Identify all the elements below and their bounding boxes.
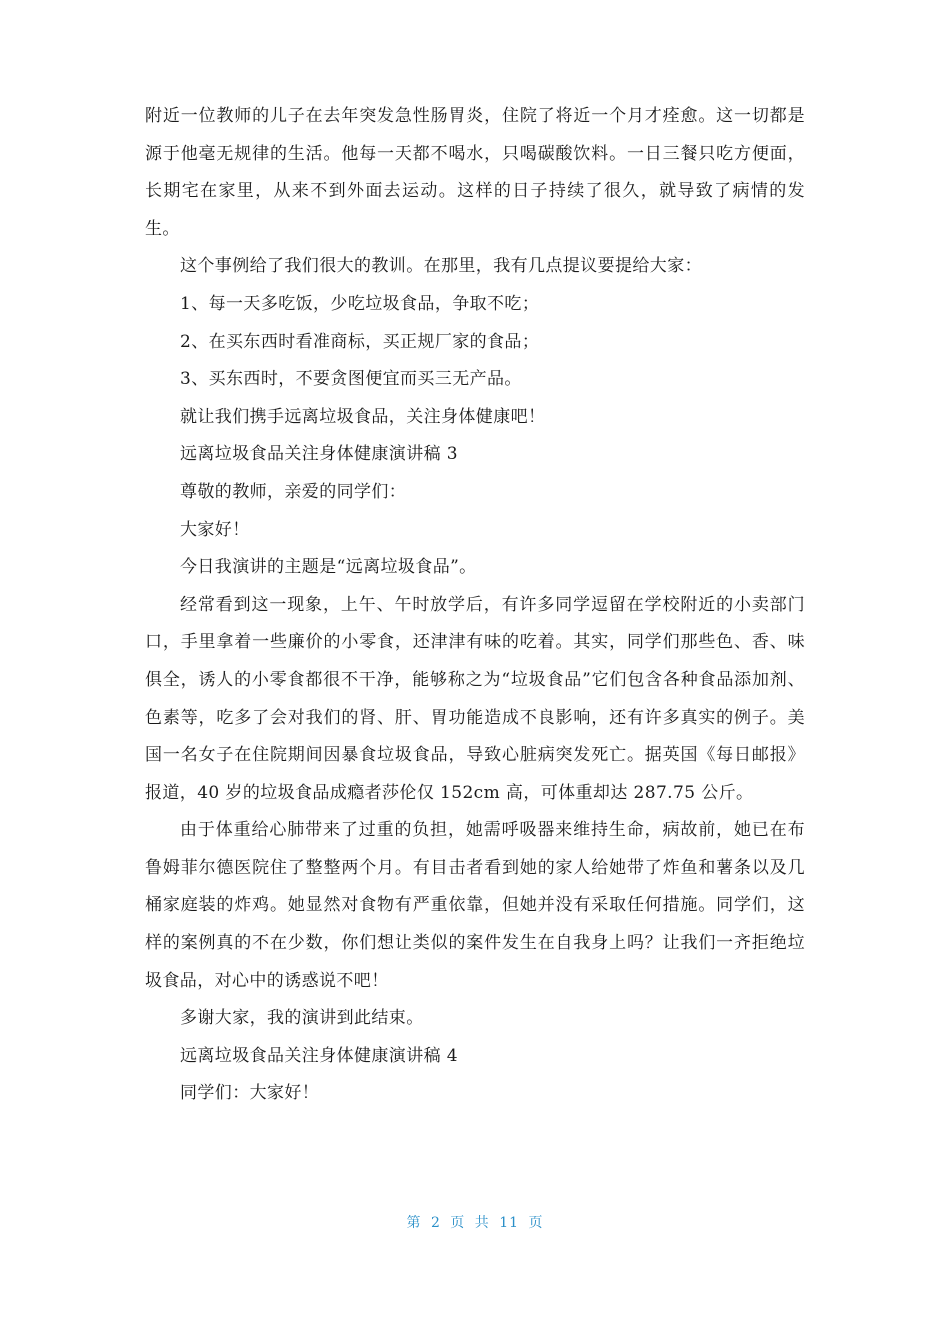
list-item: 2、在买东西时看准商标，买正规厂家的食品； [180, 331, 540, 352]
page-number-footer: 第 2 页 共 11 页 [406, 1215, 544, 1231]
paragraph: 附近一位教师的儿子在去年突发急性肠胃炎，住院了将近一个月才痊愈。这一切都是源于他毫无规律的生活。他每一天都不喝水，只喝碳酸饮料。一日三餐只吃方便面，长期宅在家里，从来不到外面去运动。这样的日子持续了很久，就导致了病情的发生。 [145, 106, 805, 239]
section-heading: 远离垃圾食品关注身体健康演讲稿 4 [180, 1045, 459, 1066]
paragraph: 这个事例给了我们很大的教训。在那里，我有几点提议要提给大家： [180, 256, 702, 277]
paragraph: 就让我们携手远离垃圾食品，关注身体健康吧！ [180, 406, 546, 427]
list-item: 1、每一天多吃饭，少吃垃圾食品，争取不吃； [180, 293, 540, 314]
paragraph: 今日我演讲的主题是“远离垃圾食品”。 [180, 557, 477, 578]
section-heading: 远离垃圾食品关注身体健康演讲稿 3 [180, 444, 459, 465]
greeting: 大家好！ [180, 519, 250, 540]
paragraph: 由于体重给心肺带来了过重的负担，她需呼吸器来维持生命，病故前，她已在布鲁姆菲尔德医院住了整整两个月。有目击者看到她的家人给她带了炸鱼和薯条以及几桶家庭装的炸鸡。她显然对食物有严重依靠，但她并没有采取任何措施。同学们，这样的案例真的不在少数，你们想让类似的案件发生在自我身上吗？让我们一齐拒绝垃圾食品，对心中的诱惑说不吧！ [145, 820, 805, 991]
paragraph: 经常看到这一现象，上午、午时放学后，有许多同学逗留在学校附近的小卖部门口，手里拿着一些廉价的小零食，还津津有味的吃着。其实，同学们那些色、香、味俱全，诱人的小零食都很不干净，能够称之为“垃圾食品”它们包含各种食品添加剂、色素等，吃多了会对我们的肾、肝、胃功能造成不良影响，还有许多真实的例子。美国一名女子在住院期间因暴食垃圾食品，导致心脏病突发死亡。据英国《每日邮报》报道，40 岁的垃圾食品成瘾者莎伦仅 152cm 高，可体重却达 287.75 公斤。 [145, 594, 805, 803]
document-body [145, 98, 805, 1113]
greeting: 同学们：大家好！ [180, 1083, 320, 1104]
list-item: 3、买东西时，不要贪图便宜而买三无产品。 [180, 369, 522, 390]
closing: 多谢大家，我的演讲到此结束。 [180, 1008, 424, 1029]
salutation: 尊敬的教师，亲爱的同学们： [180, 481, 407, 502]
